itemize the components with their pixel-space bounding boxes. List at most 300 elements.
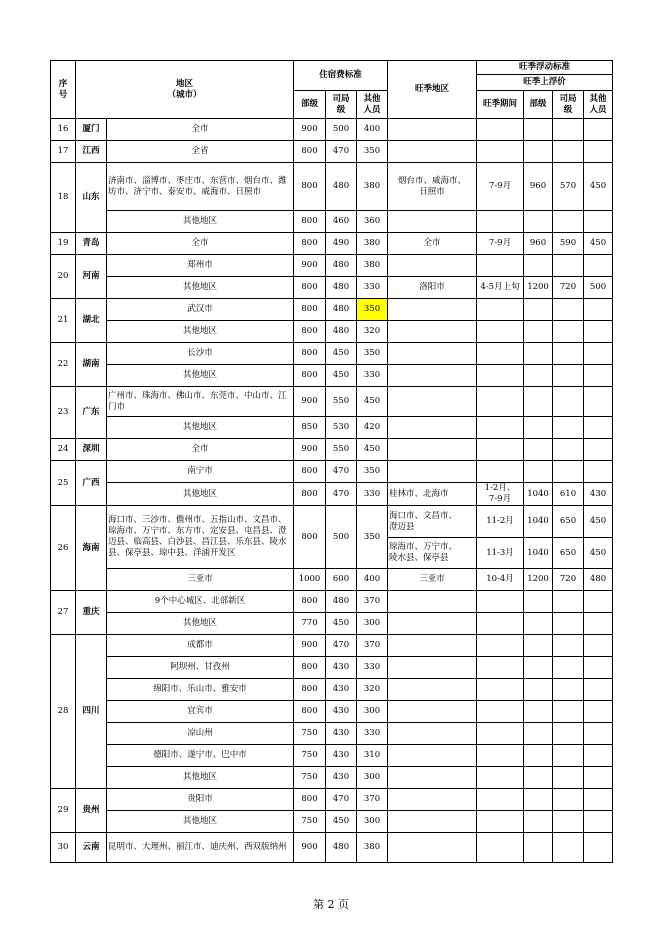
peak-period-cell (477, 723, 524, 745)
header-peak-period: 旺季期间 (477, 91, 524, 119)
table-row (51, 745, 613, 767)
other-rate: 370 (357, 789, 388, 811)
table-row (51, 141, 613, 163)
peak-bureau-rate (553, 321, 584, 343)
other-rate: 350 (357, 299, 388, 321)
peak-bureau-rate (553, 387, 584, 417)
peak-bureau-rate (553, 811, 584, 833)
peak-bureau-rate: 650 (553, 506, 584, 538)
seq-cell: 19 (51, 233, 76, 255)
bureau-rate: 430 (326, 657, 357, 679)
peak-other-rate (584, 833, 613, 863)
area-cell: 武汉市 (107, 299, 294, 321)
peak-period-cell (477, 679, 524, 701)
province-cell: 贵州 (76, 789, 107, 833)
peak-region-cell (388, 745, 477, 767)
table-row (51, 163, 613, 211)
peak-dept-rate (524, 789, 553, 811)
peak-other-rate (584, 657, 613, 679)
peak-period-cell (477, 255, 524, 277)
area-cell: 广州市、珠海市、佛山市、东莞市、中山市、江门市 (107, 387, 294, 417)
area-cell: 全市 (107, 119, 294, 141)
peak-period-cell (477, 365, 524, 387)
province-cell: 湖北 (76, 299, 107, 343)
peak-other-rate (584, 635, 613, 657)
bureau-rate: 500 (326, 506, 357, 569)
peak-other-rate (584, 365, 613, 387)
peak-dept-rate (524, 591, 553, 613)
peak-period-cell (477, 299, 524, 321)
bureau-rate: 530 (326, 417, 357, 439)
peak-period-cell: 4-5月上旬 (477, 277, 524, 299)
dept-rate: 750 (294, 767, 326, 789)
area-cell: 其他地区 (107, 811, 294, 833)
peak-dept-rate (524, 417, 553, 439)
other-rate: 370 (357, 591, 388, 613)
province-cell: 山东 (76, 163, 107, 233)
peak-dept-rate (524, 613, 553, 635)
area-cell: 绵阳市、乐山市、雅安市 (107, 679, 294, 701)
table-row (51, 299, 613, 321)
peak-period-cell (477, 811, 524, 833)
peak-region-cell (388, 613, 477, 635)
dept-rate: 1000 (294, 569, 326, 591)
peak-period-cell (477, 387, 524, 417)
peak-bureau-rate (553, 657, 584, 679)
peak-dept-rate (524, 657, 553, 679)
header-peak-region: 旺季地区 (388, 61, 477, 119)
peak-other-rate (584, 211, 613, 233)
peak-period-cell: 7-9月 (477, 233, 524, 255)
peak-region-cell: 海口市、文昌市、 澄迈县 (388, 506, 477, 538)
area-cell: 其他地区 (107, 767, 294, 789)
table-row (51, 387, 613, 417)
area-cell: 德阳市、遂宁市、巴中市 (107, 745, 294, 767)
peak-dept-rate: 960 (524, 233, 553, 255)
peak-dept-rate: 1040 (524, 483, 553, 506)
peak-period-cell: 11-2月 (477, 506, 524, 538)
area-cell: 其他地区 (107, 365, 294, 387)
other-rate: 380 (357, 233, 388, 255)
other-rate: 330 (357, 723, 388, 745)
peak-region-cell (388, 723, 477, 745)
peak-other-rate: 450 (584, 233, 613, 255)
bureau-rate: 480 (326, 299, 357, 321)
table-row (51, 321, 613, 343)
other-rate: 300 (357, 811, 388, 833)
header-lodging: 住宿费标准 (294, 61, 388, 91)
peak-bureau-rate (553, 679, 584, 701)
peak-dept-rate (524, 635, 553, 657)
peak-dept-rate (524, 119, 553, 141)
other-rate: 330 (357, 277, 388, 299)
peak-bureau-rate (553, 767, 584, 789)
peak-period-cell (477, 767, 524, 789)
table-body (51, 119, 613, 863)
seq-cell: 27 (51, 591, 76, 635)
bureau-rate: 470 (326, 789, 357, 811)
header-peak-dept: 部级 (524, 91, 553, 119)
peak-period-cell (477, 211, 524, 233)
peak-bureau-rate (553, 723, 584, 745)
peak-dept-rate (524, 321, 553, 343)
peak-region-cell (388, 119, 477, 141)
bureau-rate: 430 (326, 723, 357, 745)
bureau-rate: 550 (326, 439, 357, 461)
peak-period-cell (477, 439, 524, 461)
seq-cell: 25 (51, 461, 76, 506)
table-row (51, 767, 613, 789)
other-rate: 400 (357, 569, 388, 591)
peak-dept-rate (524, 723, 553, 745)
other-rate: 320 (357, 321, 388, 343)
province-cell: 青岛 (76, 233, 107, 255)
peak-period-cell (477, 635, 524, 657)
other-rate: 380 (357, 255, 388, 277)
table-row (51, 811, 613, 833)
table-row (51, 417, 613, 439)
header-dept: 部级 (294, 91, 326, 119)
dept-rate: 850 (294, 417, 326, 439)
peak-bureau-rate: 720 (553, 277, 584, 299)
province-cell: 河南 (76, 255, 107, 299)
dept-rate: 900 (294, 387, 326, 417)
area-cell: 海口市、三沙市、儋州市、五指山市、文昌市、琼海市、万宁市、东方市、定安县、屯昌县、澄迈县、临高县、白沙县、昌江县、乐东县、陵水县、保亭县、琼中县、洋浦开发区 (107, 506, 294, 569)
dept-rate: 770 (294, 613, 326, 635)
seq-cell: 20 (51, 255, 76, 299)
table-row (51, 591, 613, 613)
peak-other-rate (584, 343, 613, 365)
seq-cell: 24 (51, 439, 76, 461)
bureau-rate: 470 (326, 635, 357, 657)
bureau-rate: 430 (326, 745, 357, 767)
province-cell: 深圳 (76, 439, 107, 461)
peak-region-cell (388, 439, 477, 461)
province-cell: 四川 (76, 635, 107, 789)
table-row (51, 569, 613, 591)
other-rate: 350 (357, 343, 388, 365)
seq-cell: 29 (51, 789, 76, 833)
peak-bureau-rate (553, 613, 584, 635)
page-number: 第 2 页 (313, 898, 349, 911)
area-cell: 济南市、淄博市、枣庄市、东营市、烟台市、潍坊市、济宁市、泰安市、威海市、日照市 (107, 163, 294, 211)
peak-region-cell (388, 789, 477, 811)
dept-rate: 900 (294, 255, 326, 277)
peak-period-cell (477, 613, 524, 635)
peak-period-cell (477, 591, 524, 613)
dept-rate: 800 (294, 506, 326, 569)
peak-dept-rate (524, 299, 553, 321)
table-row (51, 233, 613, 255)
peak-dept-rate: 1040 (524, 506, 553, 538)
area-cell: 其他地区 (107, 211, 294, 233)
dept-rate: 800 (294, 701, 326, 723)
province-cell: 湖南 (76, 343, 107, 387)
area-cell: 昆明市、大理州、丽江市、迪庆州、西双版纳州 (107, 833, 294, 863)
peak-bureau-rate (553, 417, 584, 439)
bureau-rate: 450 (326, 365, 357, 387)
peak-other-rate (584, 767, 613, 789)
bureau-rate: 470 (326, 141, 357, 163)
peak-region-cell (388, 255, 477, 277)
bureau-rate: 480 (326, 255, 357, 277)
dept-rate: 800 (294, 321, 326, 343)
peak-other-rate (584, 439, 613, 461)
peak-region-cell (388, 811, 477, 833)
peak-dept-rate (524, 811, 553, 833)
peak-region-cell (388, 461, 477, 483)
bureau-rate: 450 (326, 343, 357, 365)
table-row (51, 506, 613, 538)
seq-cell: 28 (51, 635, 76, 789)
peak-other-rate (584, 723, 613, 745)
peak-other-rate (584, 299, 613, 321)
peak-region-cell (388, 343, 477, 365)
table-row (51, 119, 613, 141)
bureau-rate: 480 (326, 591, 357, 613)
other-rate: 300 (357, 613, 388, 635)
peak-dept-rate (524, 365, 553, 387)
peak-dept-rate (524, 745, 553, 767)
peak-dept-rate: 1200 (524, 569, 553, 591)
bureau-rate: 480 (326, 277, 357, 299)
bureau-rate: 470 (326, 483, 357, 506)
dept-rate: 800 (294, 789, 326, 811)
peak-other-rate (584, 591, 613, 613)
peak-dept-rate (524, 343, 553, 365)
peak-other-rate (584, 745, 613, 767)
other-rate: 300 (357, 767, 388, 789)
table-row (51, 833, 613, 863)
peak-period-cell (477, 417, 524, 439)
table-row (51, 701, 613, 723)
other-rate: 370 (357, 635, 388, 657)
province-cell: 广东 (76, 387, 107, 439)
peak-other-rate: 450 (584, 506, 613, 538)
peak-region-cell (388, 833, 477, 863)
peak-dept-rate (524, 679, 553, 701)
bureau-rate: 500 (326, 119, 357, 141)
dept-rate: 800 (294, 233, 326, 255)
peak-bureau-rate (553, 141, 584, 163)
peak-other-rate (584, 387, 613, 417)
table-row (51, 679, 613, 701)
area-cell: 凉山州 (107, 723, 294, 745)
peak-period-cell: 1-2月、 7-9月 (477, 483, 524, 506)
peak-bureau-rate (553, 439, 584, 461)
dept-rate: 900 (294, 635, 326, 657)
bureau-rate: 550 (326, 387, 357, 417)
dept-rate: 800 (294, 163, 326, 211)
peak-bureau-rate (553, 343, 584, 365)
bureau-rate: 430 (326, 679, 357, 701)
bureau-rate: 600 (326, 569, 357, 591)
peak-bureau-rate (553, 365, 584, 387)
peak-period-cell (477, 461, 524, 483)
table-row (51, 723, 613, 745)
peak-region-cell (388, 679, 477, 701)
peak-other-rate (584, 417, 613, 439)
area-cell: 贵阳市 (107, 789, 294, 811)
peak-dept-rate (524, 767, 553, 789)
peak-region-cell (388, 701, 477, 723)
dept-rate: 800 (294, 299, 326, 321)
peak-period-cell (477, 745, 524, 767)
peak-other-rate (584, 321, 613, 343)
seq-cell: 23 (51, 387, 76, 439)
peak-region-cell (388, 387, 477, 417)
peak-period-cell (477, 321, 524, 343)
peak-bureau-rate (553, 255, 584, 277)
peak-other-rate: 500 (584, 277, 613, 299)
peak-bureau-rate: 650 (553, 538, 584, 569)
area-cell: 其他地区 (107, 613, 294, 635)
area-cell: 长沙市 (107, 343, 294, 365)
peak-other-rate (584, 701, 613, 723)
peak-period-cell (477, 657, 524, 679)
area-cell: 南宁市 (107, 461, 294, 483)
other-rate: 350 (357, 141, 388, 163)
other-rate: 300 (357, 701, 388, 723)
area-cell: 郑州市 (107, 255, 294, 277)
peak-period-cell: 11-3月 (477, 538, 524, 569)
area-cell: 宜宾市 (107, 701, 294, 723)
peak-region-cell (388, 767, 477, 789)
bureau-rate: 430 (326, 701, 357, 723)
bureau-rate: 460 (326, 211, 357, 233)
peak-bureau-rate (553, 833, 584, 863)
province-cell: 江西 (76, 141, 107, 163)
peak-region-cell: 琼海市、万宁市、 陵水县、保亭县 (388, 538, 477, 569)
table-row (51, 483, 613, 506)
bureau-rate: 450 (326, 811, 357, 833)
peak-bureau-rate (553, 789, 584, 811)
peak-bureau-rate (553, 635, 584, 657)
other-rate: 380 (357, 833, 388, 863)
header-peak-float: 旺季浮动标准 (477, 61, 613, 75)
bureau-rate: 480 (326, 321, 357, 343)
province-cell: 厦门 (76, 119, 107, 141)
province-cell: 云南 (76, 833, 107, 863)
header-region: 地区 （城市） (76, 61, 294, 119)
other-rate: 360 (357, 211, 388, 233)
bureau-rate: 490 (326, 233, 357, 255)
seq-cell: 30 (51, 833, 76, 863)
bureau-rate: 450 (326, 613, 357, 635)
area-cell: 全省 (107, 141, 294, 163)
peak-dept-rate: 1200 (524, 277, 553, 299)
table-row (51, 255, 613, 277)
peak-region-cell: 桂林市、北海市 (388, 483, 477, 506)
peak-bureau-rate: 720 (553, 569, 584, 591)
peak-region-cell (388, 635, 477, 657)
peak-period-cell (477, 701, 524, 723)
peak-other-rate (584, 613, 613, 635)
area-cell: 其他地区 (107, 321, 294, 343)
other-rate: 400 (357, 119, 388, 141)
table-row (51, 461, 613, 483)
dept-rate: 800 (294, 461, 326, 483)
peak-bureau-rate (553, 299, 584, 321)
peak-period-cell (477, 141, 524, 163)
peak-dept-rate (524, 255, 553, 277)
peak-other-rate (584, 119, 613, 141)
peak-bureau-rate: 590 (553, 233, 584, 255)
area-cell: 全市 (107, 233, 294, 255)
other-rate: 320 (357, 679, 388, 701)
area-cell: 其他地区 (107, 483, 294, 506)
dept-rate: 800 (294, 343, 326, 365)
area-cell: 全市 (107, 439, 294, 461)
other-rate: 330 (357, 365, 388, 387)
dept-rate: 800 (294, 365, 326, 387)
table-row (51, 277, 613, 299)
other-rate: 420 (357, 417, 388, 439)
dept-rate: 750 (294, 723, 326, 745)
peak-period-cell: 7-9月 (477, 163, 524, 211)
table-row (51, 657, 613, 679)
peak-other-rate (584, 679, 613, 701)
seq-cell: 16 (51, 119, 76, 141)
peak-bureau-rate (553, 745, 584, 767)
peak-dept-rate (524, 387, 553, 417)
table-row (51, 211, 613, 233)
peak-region-cell (388, 141, 477, 163)
seq-cell: 22 (51, 343, 76, 387)
seq-cell: 26 (51, 506, 76, 591)
peak-period-cell (477, 789, 524, 811)
other-rate: 380 (357, 163, 388, 211)
header-peak-bureau: 司局 级 (553, 91, 584, 119)
peak-region-cell (388, 299, 477, 321)
peak-dept-rate: 1040 (524, 538, 553, 569)
area-cell: 9个中心城区、北部新区 (107, 591, 294, 613)
peak-bureau-rate (553, 701, 584, 723)
peak-region-cell (388, 657, 477, 679)
header-peak-up: 旺季上浮价 (477, 75, 613, 91)
peak-dept-rate (524, 701, 553, 723)
peak-other-rate: 430 (584, 483, 613, 506)
province-cell: 海南 (76, 506, 107, 591)
dept-rate: 800 (294, 141, 326, 163)
dept-rate: 750 (294, 811, 326, 833)
dept-rate: 900 (294, 833, 326, 863)
other-rate: 450 (357, 439, 388, 461)
area-cell: 成都市 (107, 635, 294, 657)
dept-rate: 800 (294, 591, 326, 613)
peak-dept-rate (524, 141, 553, 163)
seq-cell: 18 (51, 163, 76, 233)
peak-other-rate (584, 255, 613, 277)
dept-rate: 800 (294, 277, 326, 299)
peak-other-rate: 450 (584, 538, 613, 569)
dept-rate: 800 (294, 679, 326, 701)
other-rate: 450 (357, 387, 388, 417)
peak-bureau-rate (553, 461, 584, 483)
peak-region-cell (388, 417, 477, 439)
header-bureau: 司局 级 (326, 91, 357, 119)
area-cell: 三亚市 (107, 569, 294, 591)
header-seq: 序 号 (51, 61, 76, 119)
peak-dept-rate (524, 211, 553, 233)
peak-other-rate (584, 461, 613, 483)
peak-region-cell (388, 321, 477, 343)
peak-period-cell (477, 119, 524, 141)
peak-other-rate (584, 789, 613, 811)
dept-rate: 900 (294, 439, 326, 461)
peak-region-cell (388, 211, 477, 233)
table-row (51, 365, 613, 387)
